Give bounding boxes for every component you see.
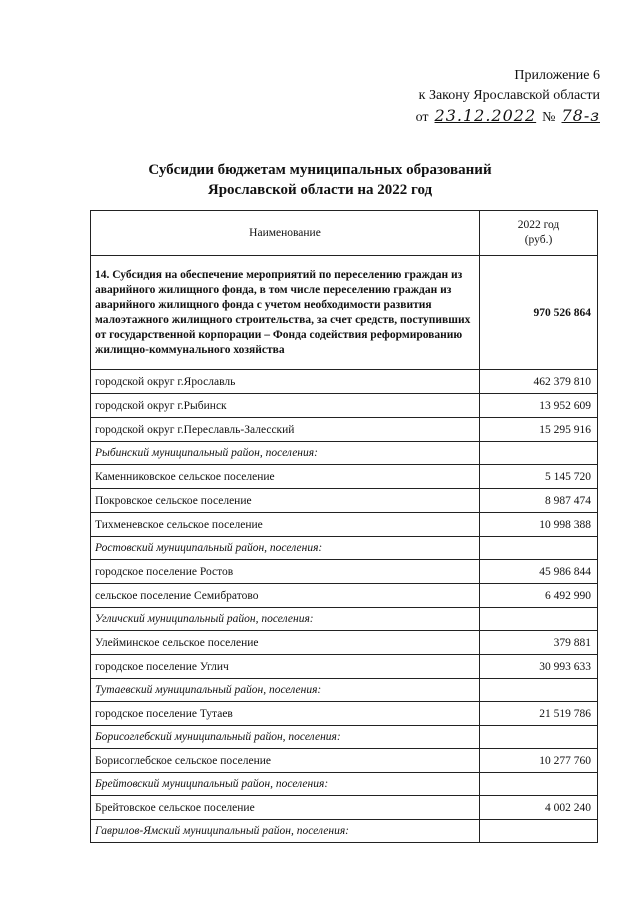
amount-cell: 15 295 916	[480, 418, 598, 442]
amount-cell	[480, 726, 598, 749]
appendix-label: Приложение 6	[514, 68, 600, 83]
column-header-name: Наименование	[91, 211, 480, 256]
district-name: Гаврилов-Ямский муниципальный район, поселения:	[91, 820, 480, 843]
district-row	[91, 726, 598, 749]
amount-cell: 6 492 990	[480, 584, 598, 608]
district-row	[91, 773, 598, 796]
number-prefix: №	[542, 110, 556, 125]
district-row	[91, 608, 598, 631]
table-row	[91, 655, 598, 679]
amount-cell: 8 987 474	[480, 489, 598, 513]
settlement-name: Брейтовское сельское поселение	[91, 796, 480, 820]
district-row	[91, 537, 598, 560]
title-line-2: Ярославской области на 2022 год	[207, 182, 433, 198]
settlement-name: городское поселение Углич	[91, 655, 480, 679]
settlement-name: городской округ г.Ярославль	[91, 370, 480, 394]
settlement-name: городской округ г.Рыбинск	[91, 394, 480, 418]
appendix-header	[416, 66, 600, 128]
settlement-name: городское поселение Тутаев	[91, 702, 480, 726]
settlement-name: Борисоглебское сельское поселение	[91, 749, 480, 773]
amount-cell: 21 519 786	[480, 702, 598, 726]
subsidy-total: 970 526 864	[480, 256, 598, 370]
column-header-year	[480, 211, 598, 256]
settlement-name: Каменниковское сельское поселение	[91, 465, 480, 489]
table-row	[91, 489, 598, 513]
amount-cell: 10 998 388	[480, 513, 598, 537]
table-row	[91, 584, 598, 608]
decree-line	[416, 106, 600, 128]
amount-cell: 30 993 633	[480, 655, 598, 679]
law-reference: к Закону Ярославской области	[418, 88, 600, 103]
district-name: Борисоглебский муниципальный район, поселения:	[91, 726, 480, 749]
amount-cell: 10 277 760	[480, 749, 598, 773]
amount-cell: 462 379 810	[480, 370, 598, 394]
settlement-name: городское поселение Ростов	[91, 560, 480, 584]
table-row	[91, 560, 598, 584]
amount-cell	[480, 820, 598, 843]
subsidy-title: 14. Субсидия на обеспечение мероприятий по переселению граждан из аварийного жилищного фонда, в том числе переселению граждан из аварийного жилищного фонда с учетом необходимости развития малоэтажного жилищного строительства, за счет средств, поступивших от государственной корпорации – Фонда содействия реформированию жилищно-коммунального хозяйства	[91, 256, 480, 370]
amount-cell	[480, 679, 598, 702]
subsidies-table	[90, 210, 598, 843]
settlement-name: сельское поселение Семибратово	[91, 584, 480, 608]
amount-cell	[480, 773, 598, 796]
table-row	[91, 749, 598, 773]
handwritten-date: 23.12.2022	[434, 106, 537, 125]
amount-cell	[480, 537, 598, 560]
from-prefix: от	[415, 110, 429, 125]
amount-cell	[480, 442, 598, 465]
district-name: Рыбинский муниципальный район, поселения:	[91, 442, 480, 465]
settlement-name: Тихменевское сельское поселение	[91, 513, 480, 537]
amount-cell: 4 002 240	[480, 796, 598, 820]
amount-cell: 5 145 720	[480, 465, 598, 489]
district-row	[91, 442, 598, 465]
district-name: Брейтовский муниципальный район, поселения:	[91, 773, 480, 796]
column-header-year-line1: 2022 год	[517, 219, 560, 231]
table-row	[91, 394, 598, 418]
amount-cell: 379 881	[480, 631, 598, 655]
district-row	[91, 679, 598, 702]
amount-cell	[480, 608, 598, 631]
amount-cell: 45 986 844	[480, 560, 598, 584]
settlement-name: Покровское сельское поселение	[91, 489, 480, 513]
table-row	[91, 631, 598, 655]
title-line-1: Субсидии бюджетам муниципальных образований	[148, 162, 492, 178]
table-row	[91, 702, 598, 726]
district-name: Ростовский муниципальный район, поселения:	[91, 537, 480, 560]
table-row	[91, 465, 598, 489]
document-title	[0, 160, 640, 200]
district-name: Тутаевский муниципальный район, поселения:	[91, 679, 480, 702]
settlement-name: Улейминское сельское поселение	[91, 631, 480, 655]
district-name: Угличский муниципальный район, поселения:	[91, 608, 480, 631]
amount-cell: 13 952 609	[480, 394, 598, 418]
table-header-row	[91, 211, 598, 256]
table-row	[91, 513, 598, 537]
settlement-name: городской округ г.Переславль-Залесский	[91, 418, 480, 442]
subsidy-title-row	[91, 256, 598, 370]
table-row	[91, 418, 598, 442]
table-row	[91, 796, 598, 820]
district-row	[91, 820, 598, 843]
column-header-year-line2: (руб.)	[524, 234, 553, 246]
handwritten-number: 78-з	[561, 106, 600, 125]
table-row	[91, 370, 598, 394]
